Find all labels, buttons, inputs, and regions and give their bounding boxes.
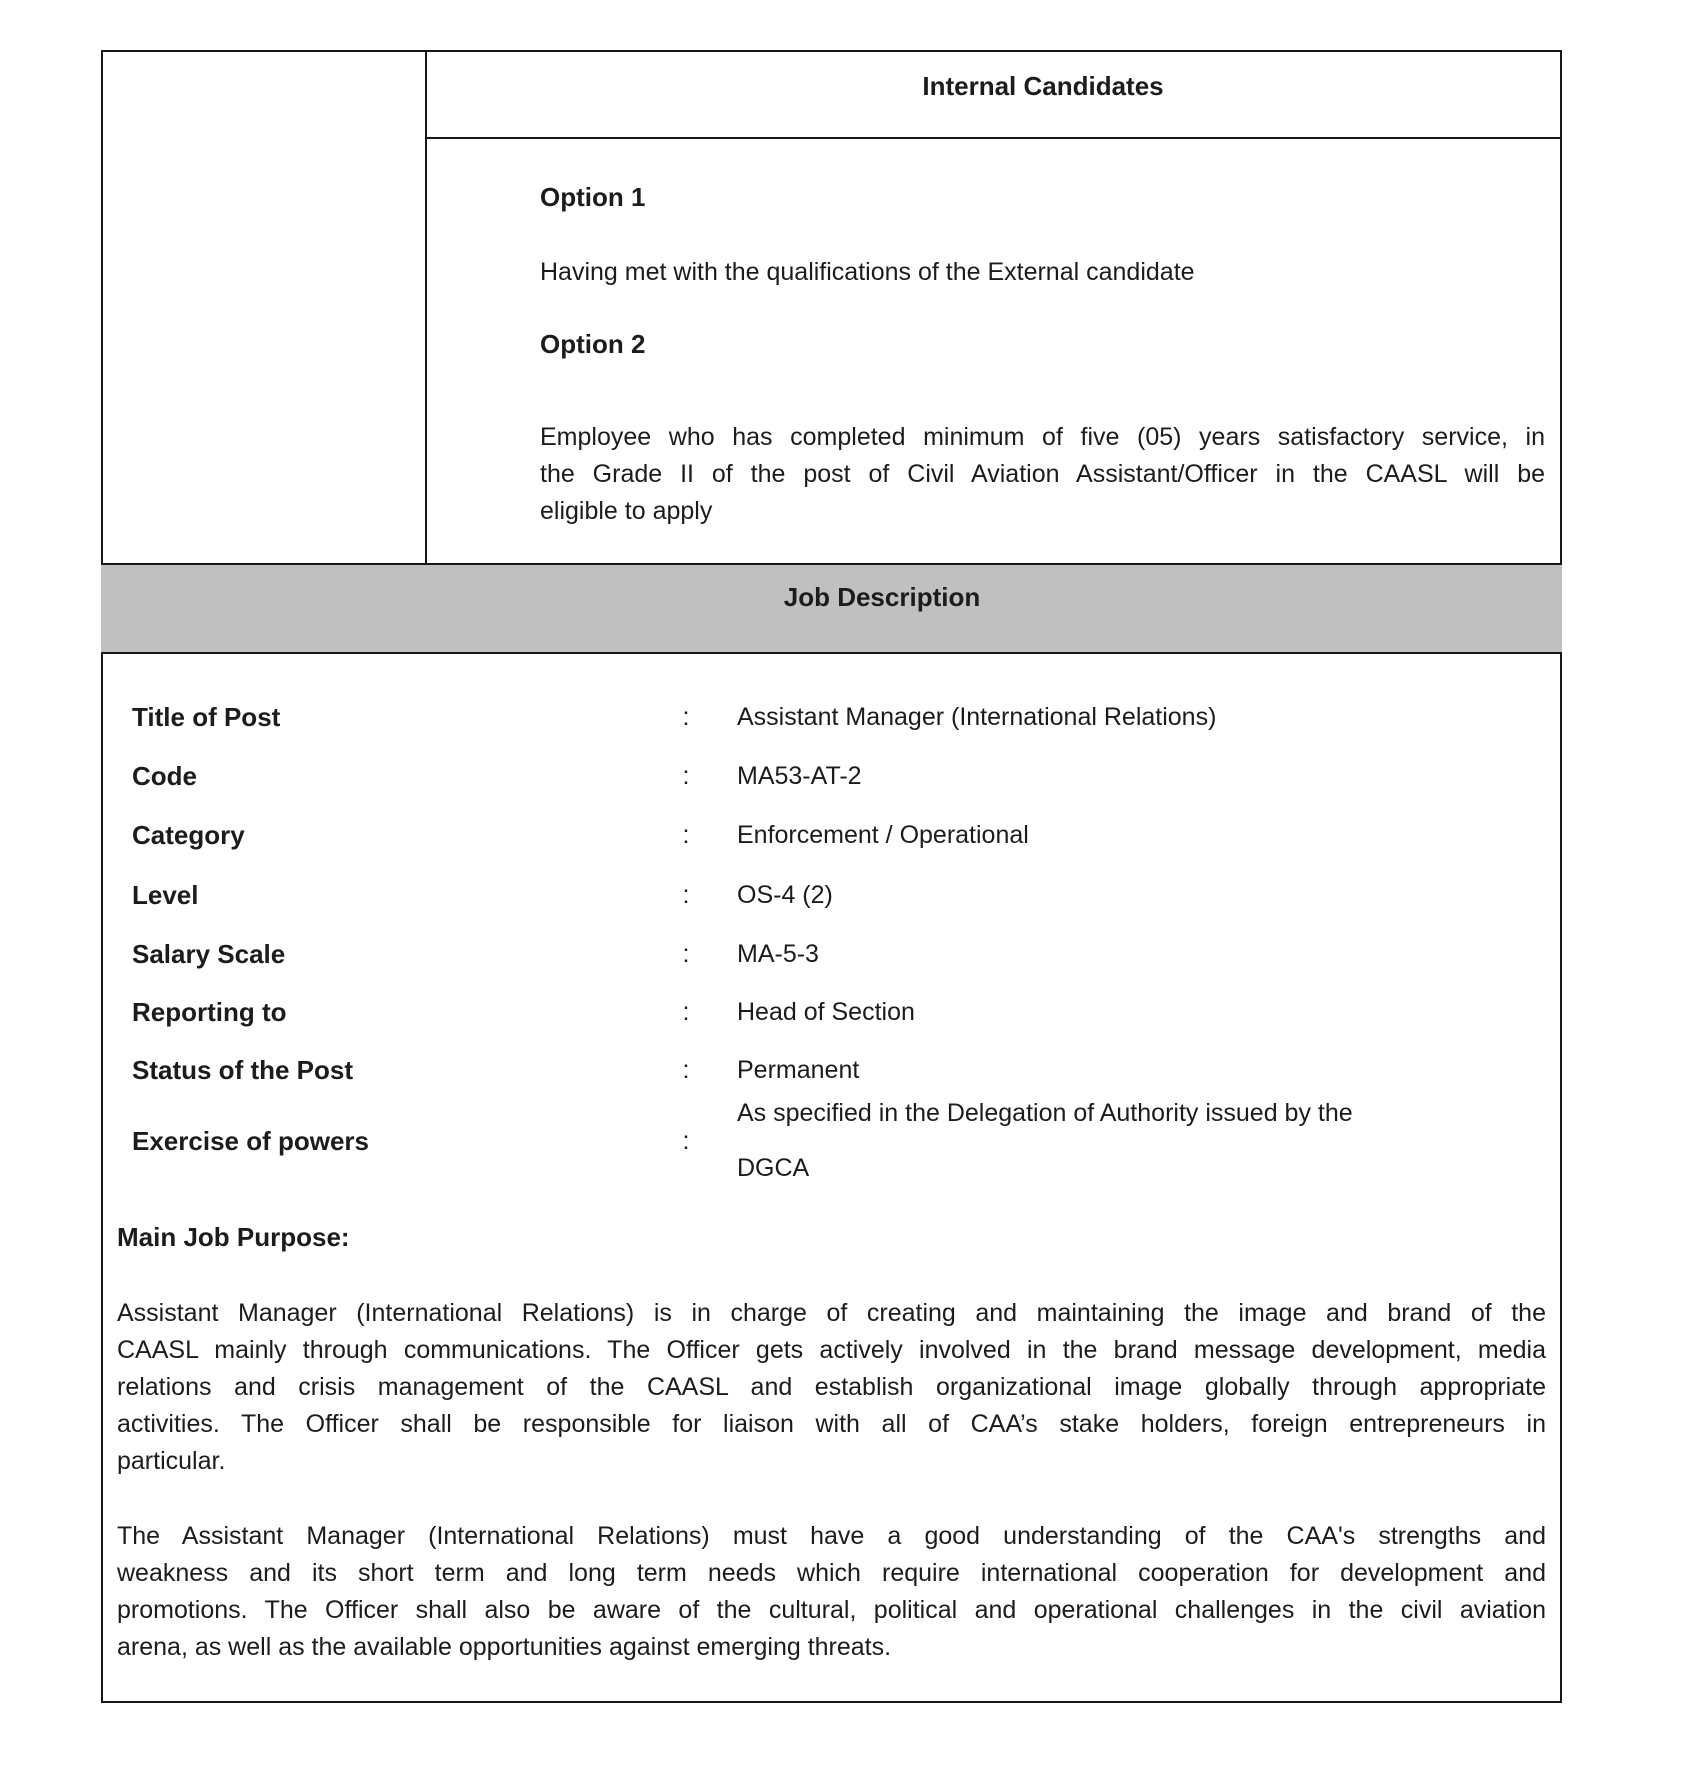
main-job-purpose-paragraph-1 <box>117 1295 1546 1480</box>
paragraph-line: promotions. The Officer shall also be aware of the cultural, political and operational challenges in the civil aviation <box>117 1596 1546 1624</box>
detail-value-reporting-to: Head of Section <box>737 998 915 1026</box>
detail-value-category: Enforcement / Operational <box>737 821 1029 849</box>
detail-value-level: OS-4 (2) <box>737 881 833 909</box>
detail-value-salary-scale: MA-5-3 <box>737 940 819 968</box>
column-divider-line <box>425 50 427 565</box>
paragraph-line: Assistant Manager (International Relations) is in charge of creating and maintaining the image and brand of the <box>117 1299 1546 1327</box>
colon-separator: : <box>682 1127 690 1155</box>
detail-value-title-of-post: Assistant Manager (International Relations) <box>737 703 1217 731</box>
detail-label-status-of-post: Status of the Post <box>132 1055 354 1085</box>
option1-heading: Option 1 <box>540 182 646 212</box>
detail-value-exercise-of-powers-line1: As specified in the Delegation of Authority issued by the <box>737 1099 1353 1127</box>
detail-label-exercise-of-powers: Exercise of powers <box>132 1126 369 1156</box>
paragraph-line: The Assistant Manager (International Relations) must have a good understanding of the CAA's strengths and <box>117 1522 1546 1550</box>
paragraph-line: arena, as well as the available opportunities against emerging threats. <box>117 1633 892 1661</box>
paragraph-line: activities. The Officer shall be responsible for liaison with all of CAA’s stake holders, foreign entrepreneurs in <box>117 1410 1546 1438</box>
paragraph-line: CAASL mainly through communications. The Officer gets actively involved in the brand message development, media <box>117 1336 1546 1364</box>
option2-paragraph <box>540 419 1545 530</box>
detail-value-code: MA53-AT-2 <box>737 762 862 790</box>
option2-heading: Option 2 <box>540 329 646 359</box>
main-job-purpose-heading: Main Job Purpose: <box>117 1222 350 1252</box>
detail-label-code: Code <box>132 761 197 791</box>
option2-paragraph-line: eligible to apply <box>540 497 713 525</box>
main-job-purpose-paragraph-2 <box>117 1518 1546 1666</box>
option2-paragraph-line: the Grade II of the post of Civil Aviation Assistant/Officer in the CAASL will be <box>540 460 1545 488</box>
internal-candidates-header: Internal Candidates <box>922 71 1164 101</box>
detail-label-reporting-to: Reporting to <box>132 997 287 1027</box>
detail-label-level: Level <box>132 880 199 910</box>
detail-label-category: Category <box>132 820 245 850</box>
detail-value-exercise-of-powers-line2: DGCA <box>737 1154 810 1182</box>
colon-separator: : <box>682 762 690 790</box>
colon-separator: : <box>682 821 690 849</box>
colon-separator: : <box>682 940 690 968</box>
detail-label-salary-scale: Salary Scale <box>132 939 286 969</box>
colon-separator: : <box>682 703 690 731</box>
detail-value-status-of-post: Permanent <box>737 1056 860 1084</box>
paragraph-line: particular. <box>117 1447 226 1475</box>
job-description-header: Job Description <box>783 582 981 612</box>
colon-separator: : <box>682 1056 690 1084</box>
paragraph-line: relations and crisis management of the CAASL and establish organizational image globally through appropriate <box>117 1373 1546 1401</box>
colon-separator: : <box>682 998 690 1026</box>
header-underline <box>425 137 1562 139</box>
option2-paragraph-line: Employee who has completed minimum of five (05) years satisfactory service, in <box>540 423 1545 451</box>
colon-separator: : <box>682 881 690 909</box>
option1-text: Having met with the qualifications of the External candidate <box>540 258 1195 286</box>
paragraph-line: weakness and its short term and long term needs which require international cooperation for development and <box>117 1559 1546 1587</box>
detail-label-title-of-post: Title of Post <box>132 702 281 732</box>
